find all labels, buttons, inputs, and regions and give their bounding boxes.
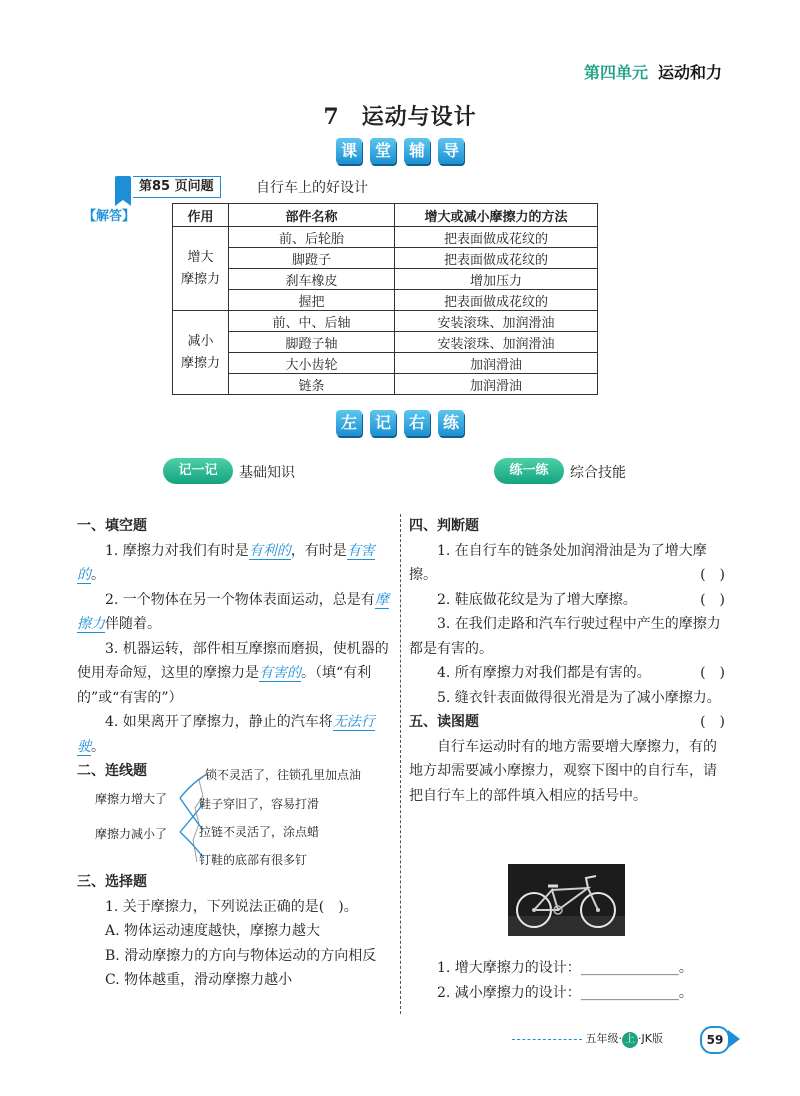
answer-blank: 无法行驶: [77, 714, 375, 755]
table-row: [173, 269, 598, 290]
banner-tile: 右: [404, 410, 430, 436]
table-cell: 刹车橡皮: [229, 269, 395, 290]
banner-tile: 左: [336, 410, 362, 436]
table-cell: 前、中、后轴: [229, 311, 395, 332]
table-cell: 把表面做成花纹的: [395, 227, 598, 248]
bicycle-icon: [508, 864, 625, 936]
judge-item: 2. 鞋底做花纹是为了增大摩擦。 ( ): [437, 591, 725, 608]
arrow-right-icon: [728, 1030, 740, 1048]
match-left-item: 摩擦力增大了: [95, 792, 168, 806]
reading-text: 自行车运动时有的地方需要增大摩擦力，有的地方却需要减小摩擦力，观察下图中的自行车，请把自行车上的部件填入相应的括号中。: [409, 738, 717, 804]
table-header: 作用: [173, 204, 229, 227]
section-name-skills: 综合技能: [570, 465, 626, 481]
match-right-item: 锁不灵活了，往锁孔里加点油: [205, 768, 362, 782]
table-cell: 增加压力: [395, 269, 598, 290]
bicycle-photo: [508, 864, 625, 936]
answer-blank: 摩擦力: [77, 591, 389, 632]
table-header: 增大或减小摩擦力的方法: [395, 204, 598, 227]
bookmark-icon: [115, 176, 131, 200]
table-cell: 安装滚珠、加润滑油: [395, 311, 598, 332]
match-left-item: 摩擦力减小了: [95, 827, 168, 841]
matching-exercise: [95, 762, 400, 872]
right-column: [409, 514, 725, 808]
group-label-increase: 增大 摩擦力: [173, 227, 229, 311]
choice-option-a: A. 物体运动速度越快，摩擦力越大: [105, 923, 321, 939]
question-label: 第85 页问题: [133, 176, 221, 198]
choice-section: [77, 870, 393, 993]
footer-dash: [512, 1039, 582, 1040]
question-1: 1. 摩擦力对我们有时是有利的，有时是有害的。: [77, 542, 375, 583]
judge-item: 1. 在自行车的链条处加润滑油是为了增大摩擦。 ( ): [409, 542, 725, 583]
choice-option-c: C. 物体越重，滑动摩擦力越小: [105, 972, 293, 988]
lesson-number: 7: [323, 104, 340, 130]
footer-term: 上: [622, 1032, 638, 1048]
reading-answer-2: 2. 减小摩擦力的设计：______________。: [437, 984, 693, 1001]
table-row: [173, 227, 598, 248]
section-heading: 二、连线题: [77, 763, 147, 779]
table-cell: 把表面做成花纹的: [395, 248, 598, 269]
table-cell: 握把: [229, 290, 395, 311]
table-cell: 链条: [229, 374, 395, 395]
choice-option-b: B. 滑动摩擦力的方向与物体运动的方向相反: [105, 947, 377, 964]
table-cell: 安装滚珠、加润滑油: [395, 332, 598, 353]
answer-label: 【解答】: [83, 209, 136, 224]
lesson-name: 运动与设计: [361, 105, 477, 130]
table-row: [173, 248, 598, 269]
group-label-decrease: 减小 摩擦力: [173, 311, 229, 395]
banner-tile: 堂: [370, 138, 396, 164]
choice-question: 1. 关于摩擦力，下列说法正确的是( )。: [105, 898, 358, 915]
banner-tile: 练: [438, 410, 464, 436]
table-cell: 脚蹬子轴: [229, 332, 395, 353]
banner-tile: 导: [438, 138, 464, 164]
section-pill-practice: 练一练: [494, 458, 564, 484]
unit-topic: 运动和力: [657, 63, 722, 82]
footer-grade: 五年级: [585, 1032, 619, 1045]
unit-label: 第四单元: [583, 63, 648, 82]
judge-item: 3. 在我们走路和汽车行驶过程中产生的摩擦力都是有害的。: [409, 616, 721, 657]
table-cell: 加润滑油: [395, 374, 598, 395]
table-row: [173, 332, 598, 353]
banner-class-guidance: [0, 138, 800, 164]
table-cell: 脚蹬子: [229, 248, 395, 269]
reading-answers: [409, 956, 725, 1005]
table-cell: 把表面做成花纹的: [395, 290, 598, 311]
match-right-item: 鞋子穿旧了，容易打滑: [199, 797, 320, 811]
section-heading: 三、选择题: [77, 874, 147, 890]
unit-header: [584, 60, 722, 83]
table-cell: 大小齿轮: [229, 353, 395, 374]
table-row: [173, 353, 598, 374]
banner-tile: 课: [336, 138, 362, 164]
judge-item: 4. 所有摩擦力对我们都是有害的。 ( ): [437, 665, 725, 681]
table-cell: 前、后轮胎: [229, 227, 395, 248]
judge-item: 5. 缝衣针表面做得很光滑是为了减小摩擦力。 ( ): [437, 689, 725, 730]
answer-blank: 有害的: [259, 665, 301, 681]
footer: 五年级· 上 ·JK版: [512, 1030, 663, 1048]
footer-edition: JK版: [641, 1032, 663, 1045]
column-divider: [400, 514, 401, 1014]
question-subtitle: 自行车上的好设计: [256, 180, 368, 196]
page-number: 59: [700, 1026, 730, 1054]
table-header-row: [173, 204, 598, 227]
table-cell: 加润滑油: [395, 353, 598, 374]
answer-blank: 有害的: [77, 542, 375, 583]
section-name-basic: 基础知识: [239, 465, 295, 481]
section-heading: 五、读图题: [409, 714, 479, 730]
question-3: 3. 机器运转，部件相互摩擦而磨损，使机器的使用寿命短，这里的摩擦力是有害的。（填“有利的”或“有害的”）: [77, 640, 389, 706]
left-column: [77, 514, 393, 784]
friction-table: [172, 203, 598, 395]
question-2: 2. 一个物体在另一个物体表面运动，总是有摩擦力伴随着。: [77, 591, 389, 632]
table-row: [173, 311, 598, 332]
question-4: 4. 如果离开了摩擦力，静止的汽车将无法行驶。: [77, 714, 375, 755]
reading-answer-1: 1. 增大摩擦力的设计：______________。: [437, 960, 693, 976]
section-pill-remember: 记一记: [163, 458, 233, 484]
banner-left-right: [0, 410, 800, 436]
answer-blank: 有利的: [248, 542, 291, 559]
table-row: [173, 290, 598, 311]
lesson-title: [0, 100, 800, 131]
match-right-item: 钉鞋的底部有很多钉: [199, 853, 308, 867]
table-header: 部件名称: [229, 204, 395, 227]
table-row: [173, 374, 598, 395]
section-heading: 四、判断题: [409, 518, 479, 534]
match-right-item: 拉链不灵活了，涂点蜡: [199, 825, 320, 839]
section-heading: 一、填空题: [77, 518, 147, 534]
banner-tile: 记: [370, 410, 396, 436]
banner-tile: 辅: [404, 138, 430, 164]
